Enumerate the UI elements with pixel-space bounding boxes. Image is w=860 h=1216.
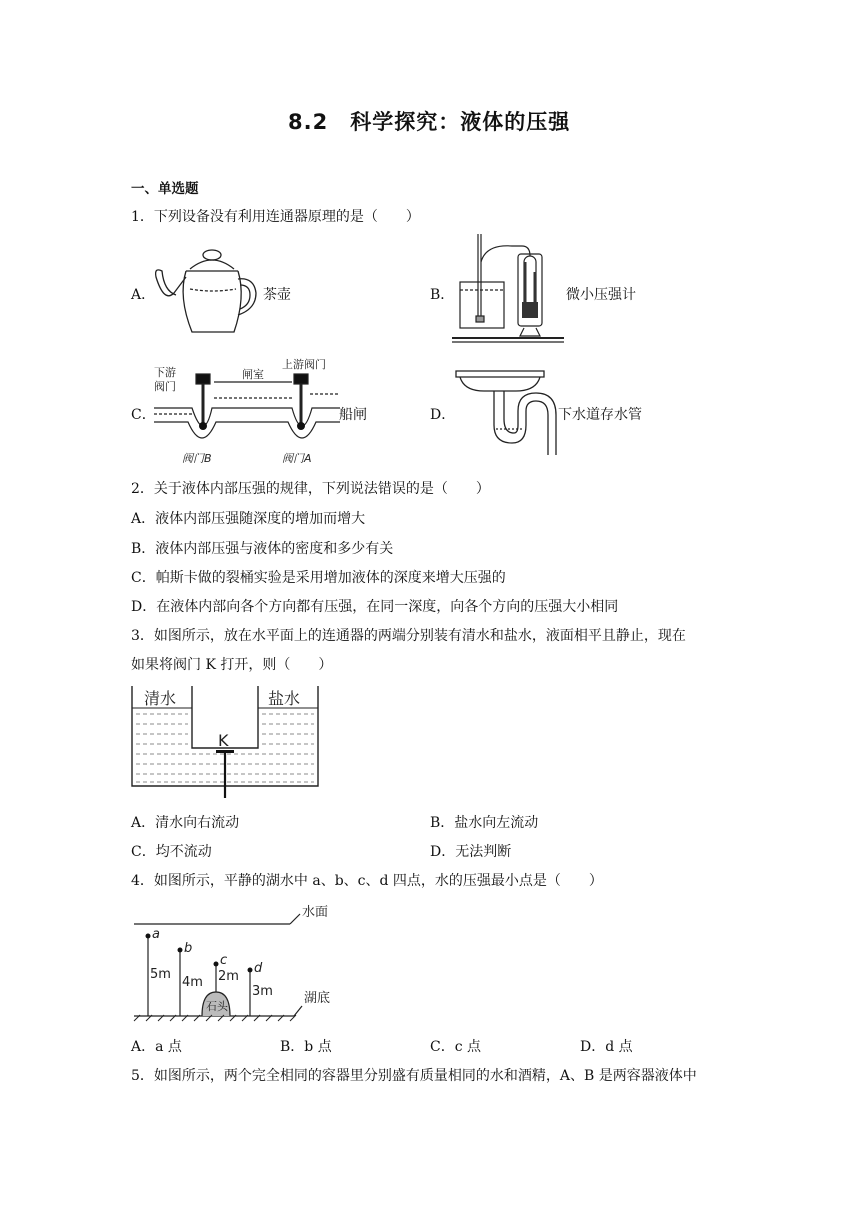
depth-a-label: 5m (150, 967, 171, 982)
point-a-label: a (152, 927, 160, 942)
depth-b-label: 4m (182, 975, 203, 990)
depth-c-label: 2m (218, 969, 239, 984)
lake-bottom-label: 湖底 (304, 991, 331, 1006)
sink-trap-figure (454, 365, 560, 457)
lock-valve-a-label: 阀门A (282, 452, 312, 465)
q2-option-a[interactable]: A．液体内部压强随深度的增加而增大 (131, 511, 366, 527)
q1-option-c-label: 船闸 (339, 407, 367, 423)
q2-option-c[interactable]: C．帕斯卡做的裂桶实验是采用增加液体的深度来增大压强的 (131, 570, 506, 586)
valve-k-label: K (218, 731, 229, 750)
lake-depth-figure (130, 898, 350, 1026)
q3-option-b[interactable]: B．盐水向左流动 (430, 815, 539, 831)
question-1-stem: 1．下列设备没有利用连通器原理的是（ ） (131, 209, 420, 225)
teapot-figure (150, 237, 265, 337)
q3-option-a[interactable]: A．清水向右流动 (131, 815, 240, 831)
q1-option-a-label: 茶壶 (263, 287, 291, 303)
q3-option-c[interactable]: C．均不流动 (131, 844, 212, 860)
q2-option-b[interactable]: B．液体内部压强与液体的密度和多少有关 (131, 541, 394, 557)
q4-option-a[interactable]: A．a 点 (131, 1039, 182, 1055)
stone-label: 石头 (206, 1000, 228, 1013)
water-surface-label: 水面 (302, 905, 329, 920)
lock-valve-b-label: 阀门B (182, 452, 212, 465)
q1-option-d-label: 下水道存水管 (558, 407, 642, 423)
q4-option-b[interactable]: B．b 点 (280, 1039, 332, 1055)
lock-downstream-label-1: 下游 (154, 366, 176, 379)
question-3-stem-line1: 3．如图所示，放在水平面上的连通器的两端分别装有清水和盐水，液面相平且静止，现在 (131, 628, 686, 644)
q4-option-c[interactable]: C．c 点 (430, 1039, 482, 1055)
point-b-label: b (184, 941, 193, 956)
fresh-water-label: 清水 (144, 689, 177, 708)
q1-option-c-letter[interactable]: C． (131, 407, 156, 423)
question-4-stem: 4．如图所示，平静的湖水中 a、b、c、d 四点，水的压强最小点是（ ） (131, 873, 603, 889)
lock-chamber-label: 闸室 (242, 368, 264, 381)
point-c-label: c (220, 953, 228, 968)
depth-d-label: 3m (252, 984, 273, 999)
lock-upstream-label: 上游阀门 (282, 358, 326, 371)
point-d-label: d (254, 961, 263, 976)
q1-option-b-label: 微小压强计 (566, 287, 636, 303)
q1-option-a-letter[interactable]: A． (131, 287, 156, 303)
section-heading: 一、单选题 (131, 181, 199, 197)
q1-option-d-letter[interactable]: D． (430, 407, 456, 423)
pressure-gauge-figure (452, 232, 570, 344)
q4-option-d[interactable]: D．d 点 (580, 1039, 633, 1055)
salt-water-label: 盐水 (268, 689, 301, 708)
lock-downstream-label-2: 阀门 (154, 380, 176, 393)
q3-option-d[interactable]: D．无法判断 (430, 844, 512, 860)
ship-lock-figure (152, 358, 342, 468)
connected-vessel-figure (130, 686, 320, 802)
question-5-stem: 5．如图所示，两个完全相同的容器里分别盛有质量相同的水和酒精，A、B 是两容器液体中 (131, 1068, 697, 1084)
question-3-stem-line2: 如果将阀门 K 打开，则（ ） (131, 657, 333, 673)
q1-option-b-letter[interactable]: B． (430, 287, 455, 303)
q2-option-d[interactable]: D．在液体内部向各个方向都有压强，在同一深度，向各个方向的压强大小相同 (131, 599, 619, 615)
page-title: 8.2 科学探究：液体的压强 (288, 110, 571, 134)
question-2-stem: 2．关于液体内部压强的规律，下列说法错误的是（ ） (131, 481, 490, 497)
